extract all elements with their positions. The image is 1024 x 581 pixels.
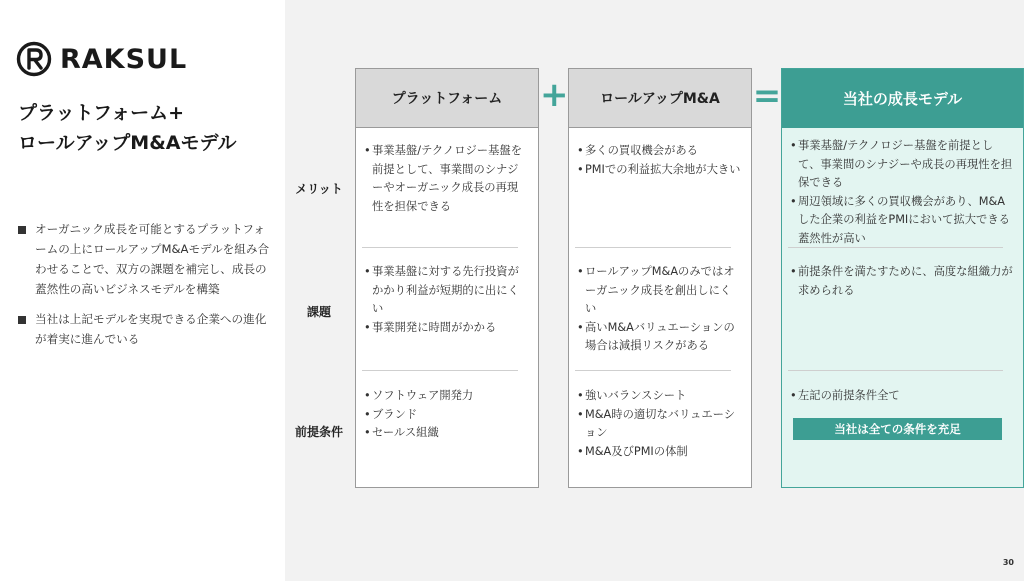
divider: [362, 247, 518, 248]
list-item: • セールス組織: [364, 426, 439, 439]
list-item: • 前提条件を満たすために、高度な組織力が求められる: [790, 265, 1013, 297]
raksul-logo-icon: [16, 41, 52, 77]
list-item: • ソフトウェア開発力: [364, 389, 474, 402]
slide-title-line2: ロールアップM&Aモデル: [18, 132, 237, 154]
rollup-issue-cell: [569, 263, 751, 356]
slide-title: [18, 98, 280, 158]
list-item: • 事業基盤/テクノロジー基盤を前提として、事業間のシナジーや成長の再現性を担保できる: [790, 139, 1013, 189]
column-model: [781, 68, 1024, 488]
rollup-merit-cell: [569, 142, 751, 179]
divider: [788, 247, 1003, 248]
square-bullet-icon: [18, 316, 26, 324]
list-item: • ブランド: [364, 407, 418, 421]
column-rollup: [568, 68, 752, 488]
square-bullet-icon: [18, 226, 26, 234]
left-panel: [0, 0, 285, 581]
list-item: • 事業開発に時間がかかる: [364, 320, 497, 334]
column-platform: [355, 68, 539, 488]
divider: [362, 370, 518, 371]
slide-title-line1: プラットフォーム+: [18, 102, 185, 124]
row-label-prereq: 前提条件: [294, 425, 343, 439]
platform-merit-cell: [356, 142, 538, 216]
condition-satisfied-badge: 当社は全ての条件を充足: [793, 418, 1002, 440]
summary-bullet: [18, 219, 270, 299]
list-item: • M&A及びPMIの体制: [577, 444, 688, 458]
list-item: • 事業基盤/テクノロジー基盤を前提として、事業間のシナジーやオーガニック成長の再現性を担保できる: [364, 144, 522, 213]
column-model-header: 当社の成長モデル: [782, 69, 1023, 128]
divider: [788, 370, 1003, 371]
divider: [575, 370, 731, 371]
brand-name: RAKSUL: [60, 43, 188, 75]
logo: [16, 41, 187, 77]
column-platform-header: プラットフォーム: [356, 69, 538, 128]
row-label-merit: メリット: [295, 182, 343, 196]
list-item: • 左記の前提条件全て: [790, 389, 900, 402]
list-item: • M&A時の適切なバリュエーション: [577, 407, 735, 439]
summary-bullet-text: 当社は上記モデルを実現できる企業への進化が着実に進んでいる: [35, 312, 267, 346]
row-label-issue: 課題: [306, 305, 331, 319]
model-issue-cell: [782, 263, 1023, 300]
rollup-prereq-cell: [569, 387, 751, 461]
list-item: • ロールアップM&Aのみではオーガニック成長を創出しにくい: [577, 265, 735, 315]
list-item: • 事業基盤に対する先行投資がかかり利益が短期的に出にくい: [364, 265, 519, 315]
model-merit-cell: [782, 137, 1023, 248]
list-item: • 強いバランスシート: [577, 389, 687, 402]
platform-prereq-cell: [356, 387, 538, 443]
model-prereq-cell: [782, 387, 1023, 406]
summary-bullet: [18, 309, 270, 349]
summary-bullets: [18, 219, 270, 359]
summary-bullet-text: オーガニック成長を可能とするプラットフォームの上にロールアップM&Aモデルを組み合わせることで、双方の課題を補完し、成長の蓋然性の高いビジネスモデルを構築: [35, 222, 270, 296]
platform-issue-cell: [356, 263, 538, 337]
column-rollup-header: ロールアップM&A: [569, 69, 751, 128]
list-item: • 周辺領域に多くの買収機会があり、M&Aした企業の利益をPMIにおいて拡大できる蓋然性が高い: [790, 194, 1010, 245]
list-item: • 多くの買収機会がある: [577, 144, 698, 157]
plus-operator: +: [540, 75, 569, 115]
equals-operator: =: [752, 76, 782, 116]
list-item: • 高いM&Aバリュエーションの場合は減損リスクがある: [577, 320, 735, 352]
divider: [575, 247, 731, 248]
list-item: • PMIでの利益拡大余地が大きい: [577, 162, 741, 176]
page-number: 30: [1002, 558, 1014, 567]
